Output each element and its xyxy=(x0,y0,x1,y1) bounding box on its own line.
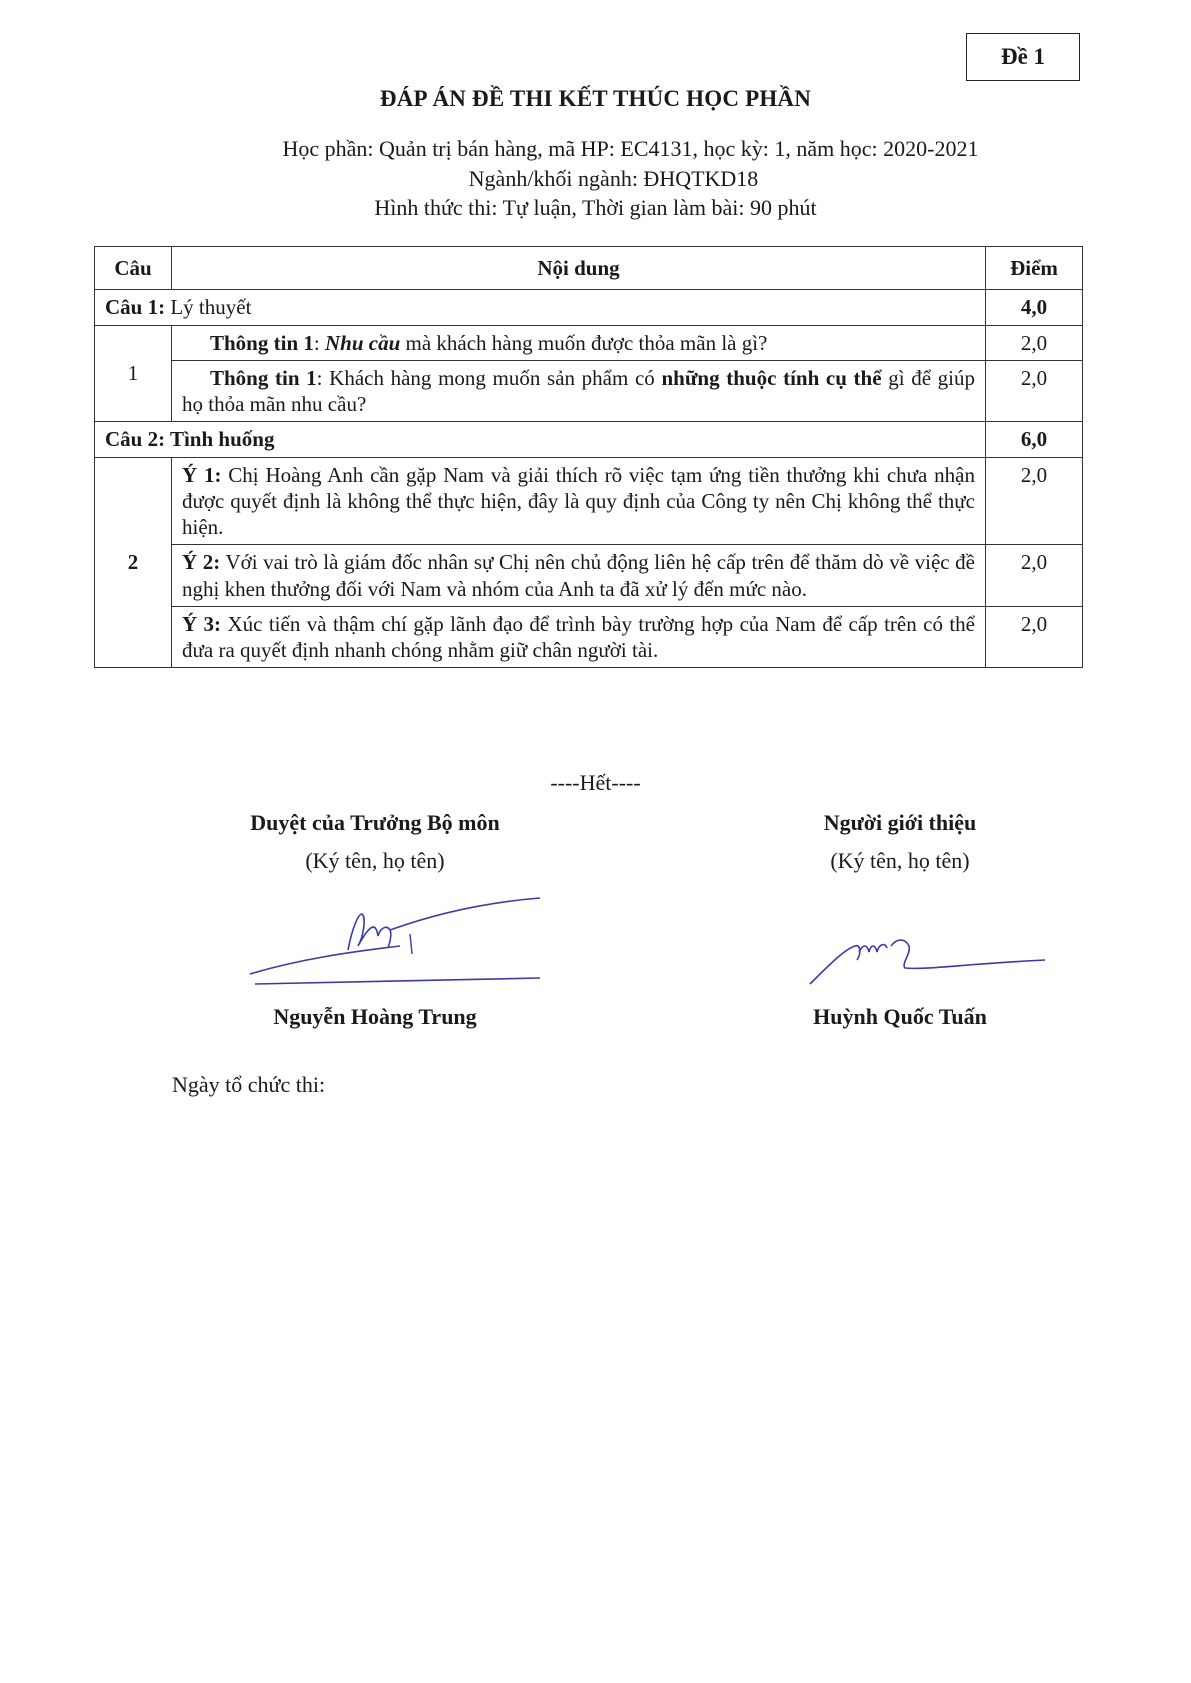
exam-date-label: Ngày tổ chức thi: xyxy=(172,1072,326,1097)
answer-table xyxy=(94,246,1083,668)
q2-item3-row xyxy=(95,606,1083,668)
signature-left-area xyxy=(200,874,550,1004)
q2-title: Câu 2: Tình huống xyxy=(95,422,986,457)
format-line: Hình thức thi: Tự luận, Thời gian làm bài: 90 phút xyxy=(374,195,817,220)
q1-item1-row xyxy=(95,325,1083,360)
q2-item3-content xyxy=(172,606,986,668)
q2-title-row xyxy=(95,422,1083,457)
exam-code: Đề 1 xyxy=(1000,44,1046,69)
header-content: Nội dung xyxy=(172,247,986,290)
header-question: Câu xyxy=(95,247,172,290)
q1-number: 1 xyxy=(95,325,172,422)
signature-right-role: Người giới thiệu xyxy=(823,810,977,835)
q2-number: 2 xyxy=(95,457,172,668)
document-title: ĐÁP ÁN ĐỀ THI KẾT THÚC HỌC PHẦN xyxy=(379,86,812,111)
end-mark: ----Hết---- xyxy=(550,770,641,795)
q1-total-score: 4,0 xyxy=(986,290,1083,325)
q2-total-score: 6,0 xyxy=(986,422,1083,457)
q1-item1-emphasis: Nhu cầu xyxy=(324,330,401,355)
q2-item2-content xyxy=(172,545,986,607)
q2-item3-text: Xúc tiến và thậm chí gặp lãnh đạo để trình bày trường hợp của Nam để cấp trên có thể đưa ra quyết định nhanh chóng nhằm giữ chân người tài. xyxy=(182,611,975,662)
signature-left-note: (Ký tên, họ tên) xyxy=(305,848,445,873)
table-header-row xyxy=(95,247,1083,290)
major-line: Ngành/khối ngành: ĐHQTKD18 xyxy=(468,166,759,191)
q2-item2-score: 2,0 xyxy=(986,545,1083,607)
q1-item2-strong: những thuộc tính cụ thể xyxy=(661,365,882,390)
q1-title-text: Lý thuyết xyxy=(170,295,252,320)
q2-item1-content xyxy=(172,457,986,545)
signature-left-name: Nguyễn Hoàng Trung xyxy=(273,1004,477,1029)
signature-block-right xyxy=(770,810,1030,1030)
q1-title xyxy=(95,290,986,325)
q1-item1-label: Thông tin 1 xyxy=(210,330,314,355)
q2-item1-score: 2,0 xyxy=(986,457,1083,545)
q2-item3-score: 2,0 xyxy=(986,606,1083,668)
signature-right-area xyxy=(770,874,1030,1004)
q1-item2-row xyxy=(95,360,1083,422)
q1-item1-colon: : xyxy=(313,330,325,355)
q2-item2-text: Với vai trò là giám đốc nhân sự Chị nên chủ động liên hệ cấp trên để thăm dò về việc đề nghị khen thưởng đối với Nam và nhóm của Anh ta đã xử lý đến mức nào. xyxy=(182,550,975,601)
q1-item1-rest: mà khách hàng muốn được thỏa mãn là gì? xyxy=(400,330,768,355)
signature-left-role: Duyệt của Trưởng Bộ môn xyxy=(250,810,500,835)
q2-item1-row xyxy=(95,457,1083,545)
signature-left-image xyxy=(240,874,560,994)
q2-item2-row xyxy=(95,545,1083,607)
q1-item2-pre: : Khách hàng mong muốn sản phẩm có xyxy=(316,365,662,390)
signature-block-left xyxy=(200,810,550,1030)
q1-item2-content xyxy=(172,360,986,422)
q1-item1-score: 2,0 xyxy=(986,325,1083,360)
exam-code-box xyxy=(966,33,1080,81)
q1-item2-score: 2,0 xyxy=(986,360,1083,422)
course-line: Học phần: Quản trị bán hàng, mã HP: EC4131, học kỳ: 1, năm học: 2020-2021 xyxy=(282,136,979,161)
signature-right-name: Huỳnh Quốc Tuấn xyxy=(813,1004,987,1029)
q2-item3-label: Ý 3: xyxy=(182,611,222,636)
signature-right-image xyxy=(805,874,1085,994)
signature-right-note: (Ký tên, họ tên) xyxy=(830,848,970,873)
header-score: Điểm xyxy=(986,247,1083,290)
q1-item2-label: Thông tin 1 xyxy=(210,365,317,390)
q1-item1-content xyxy=(172,325,986,360)
q1-title-row xyxy=(95,290,1083,325)
q2-item2-label: Ý 2: xyxy=(182,550,221,575)
q1-item2-rest: gì để giúp họ thỏa mãn nhu cầu? xyxy=(182,365,975,416)
q2-item1-label: Ý 1: xyxy=(182,462,222,487)
q1-title-label: Câu 1: xyxy=(105,295,166,320)
q2-item1-text: Chị Hoàng Anh cần gặp Nam và giải thích rõ việc tạm ứng tiền thưởng khi chưa nhận được quyết định là không thể thực hiện, đây là quy định của Công ty nên Chị không thể thực hiện. xyxy=(182,462,975,539)
